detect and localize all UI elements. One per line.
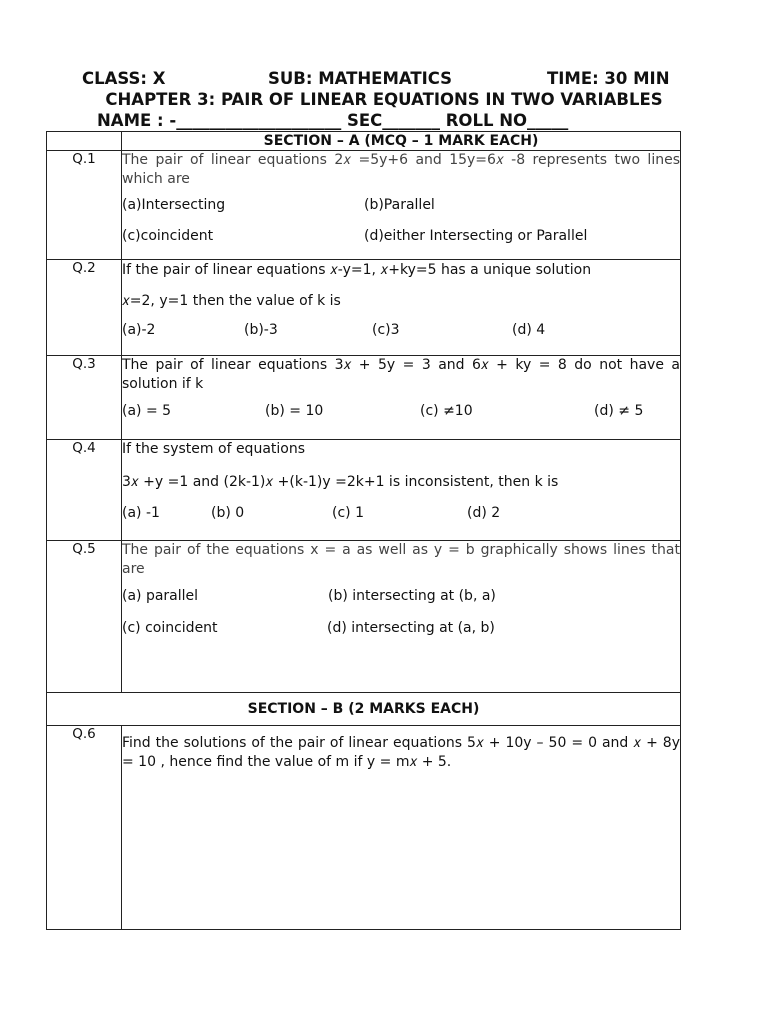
question-row-5 [47, 541, 681, 693]
question-row-3 [47, 356, 681, 440]
options-row [122, 192, 680, 216]
question-number: Q.6 [47, 726, 122, 930]
section-a-row [47, 132, 681, 151]
question-number: Q.3 [47, 356, 122, 440]
options-row [122, 583, 680, 607]
options-row [122, 223, 680, 247]
option-c: (c)3 [372, 322, 400, 338]
option-d: (d) 4 [512, 322, 546, 338]
section-a-number-cell [47, 132, 122, 151]
question-row-4 [47, 440, 681, 541]
section-b-title: SECTION – B (2 MARKS EACH) [47, 693, 681, 726]
header-line-1 [82, 69, 688, 89]
question-text: If the pair of linear equations 𝑥-y=1, 𝑥+ky=5 has a unique solution [122, 262, 592, 278]
option-a: (a)-2 [122, 322, 156, 338]
question-body [122, 726, 681, 930]
option-b: (b)-3 [244, 322, 278, 338]
class-label: CLASS: X [82, 69, 166, 88]
question-number: Q.2 [47, 260, 122, 356]
options-row [122, 500, 680, 524]
question-body [122, 151, 681, 260]
section-a-title: SECTION – A (MCQ – 1 MARK EACH) [122, 132, 681, 151]
question-row-1 [47, 151, 681, 260]
question-number: Q.4 [47, 440, 122, 541]
question-text-continued: 𝑥=2, y=1 then the value of k is [122, 293, 341, 309]
option-b: (b) 0 [211, 505, 245, 521]
question-body [122, 356, 681, 440]
chapter-title: CHAPTER 3: PAIR OF LINEAR EQUATIONS IN TWO VARIABLES [105, 90, 663, 109]
option-c: (c) coincident [122, 620, 218, 636]
option-d: (d) 2 [467, 505, 501, 521]
option-a: (a) -1 [122, 505, 160, 521]
option-d: (d) ≠ 5 [594, 403, 644, 419]
time-label: TIME: 30 MIN [547, 69, 670, 88]
options-row [122, 317, 680, 341]
option-d: (d)either Intersecting or Parallel [364, 228, 588, 244]
question-body [122, 541, 681, 693]
question-body [122, 440, 681, 541]
option-d: (d) intersecting at (a, b) [327, 620, 495, 636]
option-c: (c)coincident [122, 228, 214, 244]
question-number: Q.5 [47, 541, 122, 693]
option-c: (c) ≠10 [420, 403, 473, 419]
question-table [46, 131, 681, 930]
options-row [122, 615, 680, 639]
question-text-continued: 3𝑥 +y =1 and (2k-1)𝑥 +(k-1)y =2k+1 is inconsistent, then k is [122, 474, 559, 490]
question-row-2 [47, 260, 681, 356]
question-row-6 [47, 726, 681, 930]
question-text: The pair of the equations x = a as well as y = b graphically shows lines that are [122, 542, 680, 577]
question-body [122, 260, 681, 356]
options-row [122, 398, 680, 422]
option-b: (b) = 10 [265, 403, 324, 419]
question-text: Find the solutions of the pair of linear equations 5𝑥 + 10y – 50 = 0 and 𝑥 + 8y = 10 , hence find the value of m if y = m𝑥 + 5. [122, 735, 680, 770]
question-text: The pair of linear equations 2𝑥 =5y+6 and 15y=6𝑥 -8 represents two lines which are [122, 152, 680, 187]
subject-label: SUB: MATHEMATICS [268, 69, 453, 88]
option-c: (c) 1 [332, 505, 364, 521]
question-text: The pair of linear equations 3𝑥 + 5y = 3 and 6𝑥 + ky = 8 do not have a solution if k [122, 357, 680, 392]
question-text: If the system of equations [122, 441, 306, 457]
section-b-row [47, 693, 681, 726]
name-sec-roll-line: NAME : -____________________ SEC_______ ROLL NO_____ [97, 111, 569, 130]
option-a: (a) parallel [122, 588, 199, 604]
option-b: (b) intersecting at (b, a) [328, 588, 496, 604]
option-b: (b)Parallel [364, 197, 435, 213]
question-number: Q.1 [47, 151, 122, 260]
option-a: (a)Intersecting [122, 197, 226, 213]
option-a: (a) = 5 [122, 403, 172, 419]
